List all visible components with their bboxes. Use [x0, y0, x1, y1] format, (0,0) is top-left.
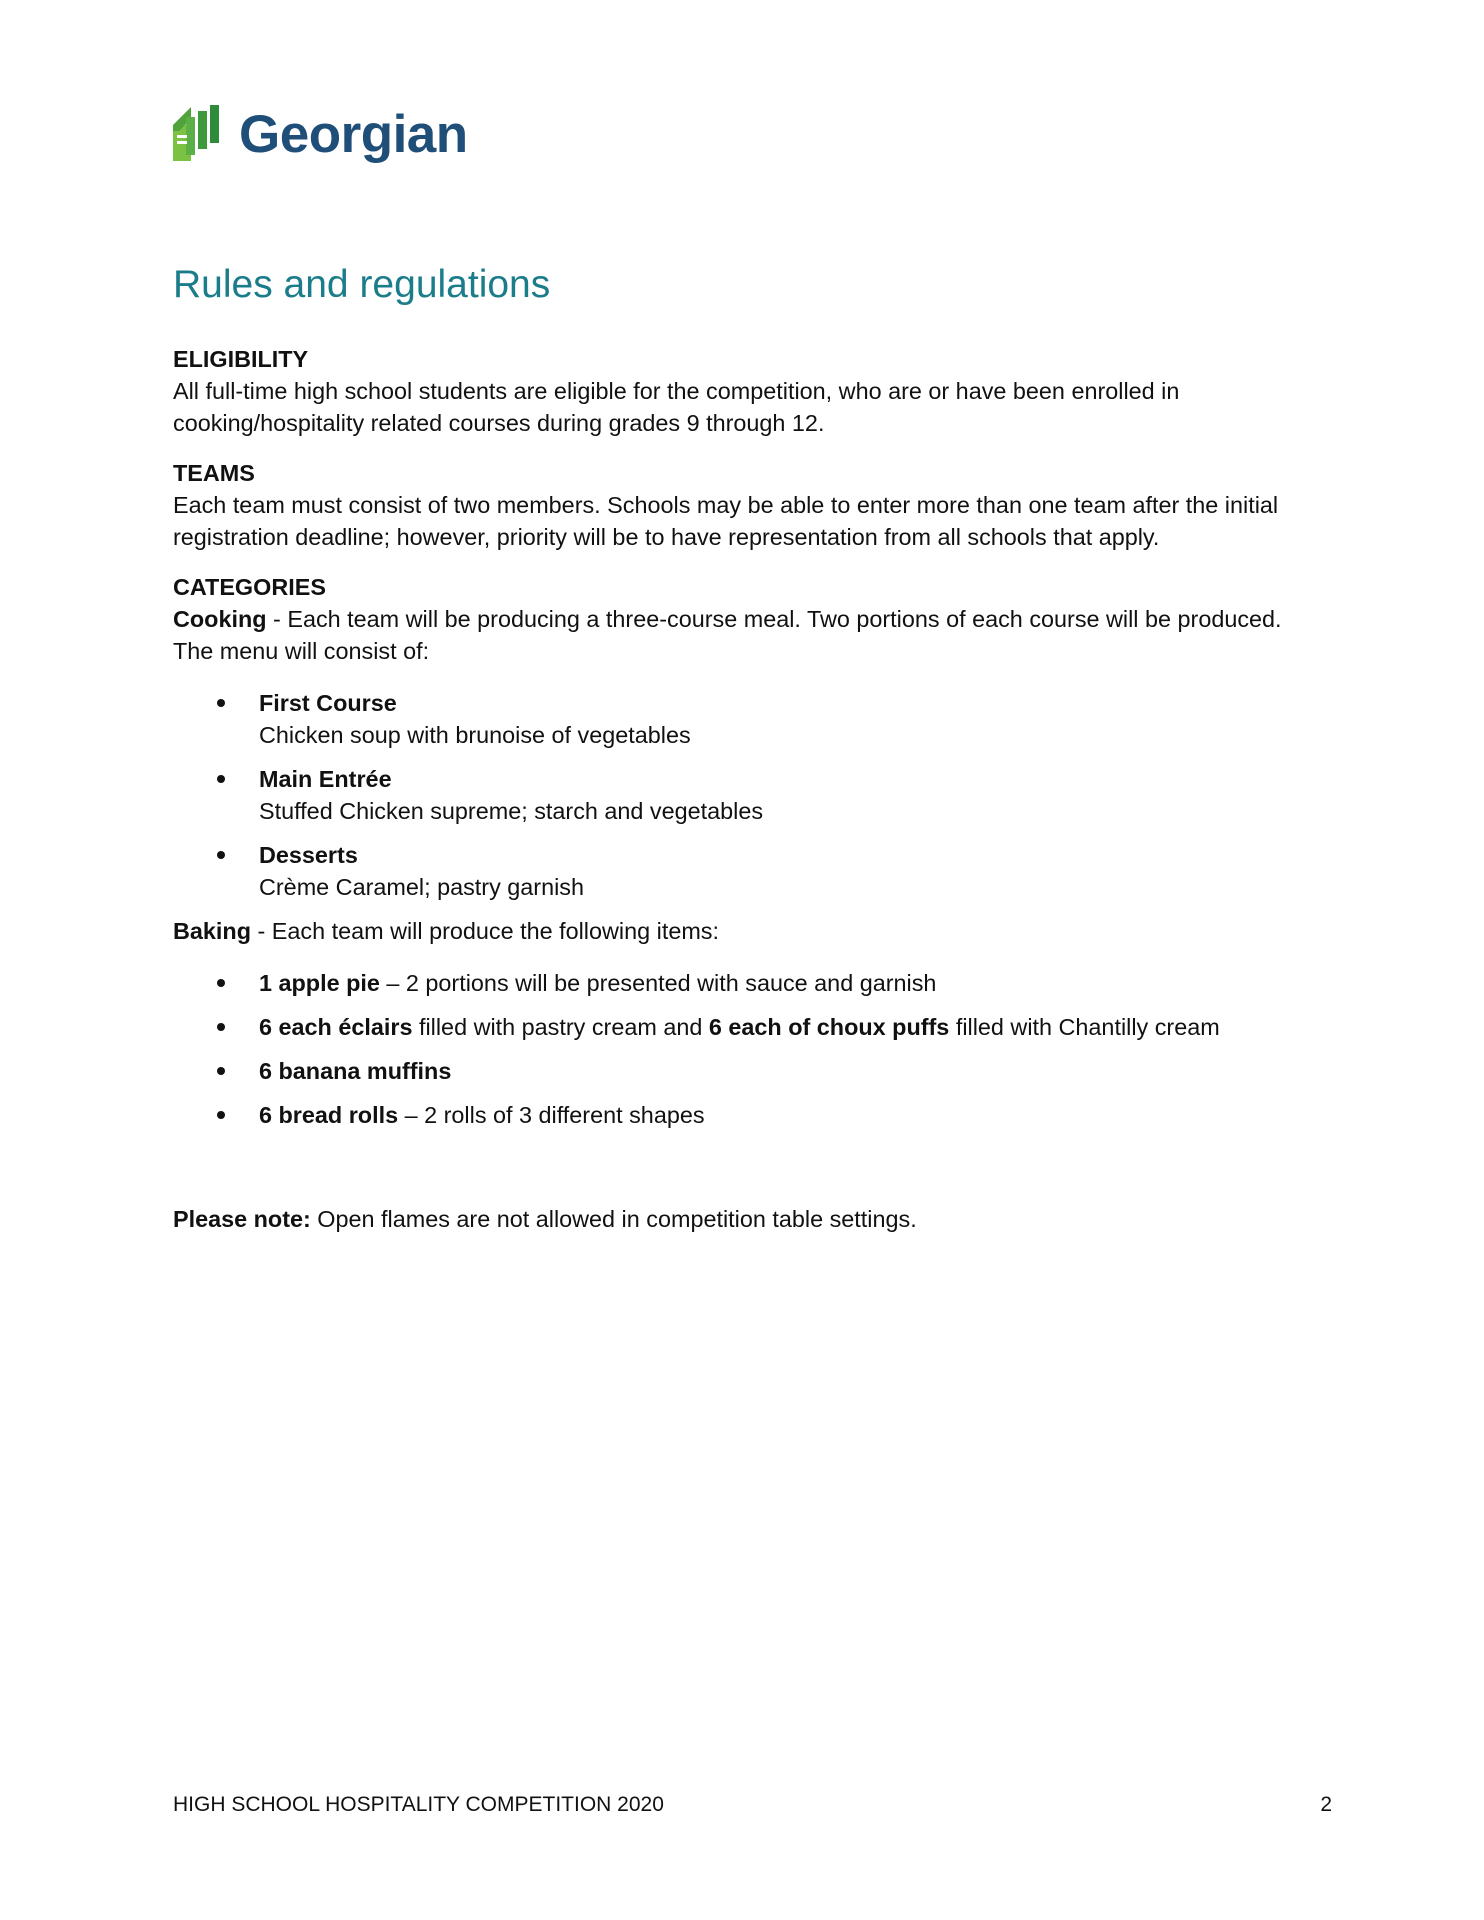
item-bold: 6 banana muffins — [259, 1058, 452, 1084]
please-note — [173, 1203, 1323, 1235]
cooking-course-list — [173, 687, 1323, 903]
list-item — [173, 687, 1323, 751]
bullet-icon — [217, 851, 225, 859]
categories-title: CATEGORIES — [173, 574, 326, 600]
georgian-logo-mark-icon — [173, 105, 231, 163]
list-item — [173, 967, 1323, 999]
page-heading: Rules and regulations — [173, 263, 551, 306]
item-bold: 6 each of choux puffs — [708, 1014, 950, 1040]
bullet-icon — [217, 1067, 225, 1075]
course-description: Stuffed Chicken supreme; starch and vegetables — [259, 798, 764, 824]
teams-text: Each team must consist of two members. Schools may be able to enter more than one team after the initial registration deadline; however, priority will be to have representation from all schools that apply. — [173, 492, 1279, 550]
item-text: filled with pastry cream and — [412, 1014, 709, 1040]
course-name: Main Entrée — [259, 766, 392, 792]
bullet-icon — [217, 699, 225, 707]
course-name: First Course — [259, 690, 397, 716]
course-description: Chicken soup with brunoise of vegetables — [259, 722, 691, 748]
course-description: Crème Caramel; pastry garnish — [259, 874, 584, 900]
cooking-paragraph — [173, 603, 1323, 667]
item-bold: 6 each éclairs — [259, 1014, 413, 1040]
baking-item-list — [173, 967, 1323, 1131]
bullet-icon — [217, 979, 225, 987]
bullet-icon — [217, 1111, 225, 1119]
teams-title: TEAMS — [173, 460, 255, 486]
item-text: – 2 portions will be presented with sauce and garnish — [379, 970, 937, 996]
eligibility-text: All full-time high school students are eligible for the competition, who are or have been enrolled in cooking/hospitality related courses during grades 9 through 12. — [173, 378, 1180, 436]
cooking-label: Cooking — [173, 606, 267, 632]
list-item — [173, 1011, 1323, 1043]
bullet-icon — [217, 1023, 225, 1031]
note-label: Please note: — [173, 1206, 311, 1232]
georgian-logo — [173, 105, 468, 163]
baking-label: Baking — [173, 918, 251, 944]
footer-title: HIGH SCHOOL HOSPITALITY COMPETITION 2020 — [173, 1793, 664, 1816]
list-item — [173, 839, 1323, 903]
cooking-text: - Each team will be producing a three-course meal. Two portions of each course will be produced. The menu will consist of: — [173, 606, 1282, 664]
page-number: 2 — [1320, 1793, 1332, 1816]
logo-wordmark: Georgian — [239, 104, 468, 164]
course-name: Desserts — [259, 842, 358, 868]
list-item — [173, 1099, 1323, 1131]
list-item — [173, 1055, 1323, 1087]
document-body — [173, 343, 1323, 1235]
page-footer — [173, 1793, 1332, 1817]
item-text: filled with Chantilly cream — [949, 1014, 1220, 1040]
eligibility-title: ELIGIBILITY — [173, 346, 309, 372]
note-text: Open flames are not allowed in competition table settings. — [310, 1206, 917, 1232]
item-bold: 1 apple pie — [259, 970, 380, 996]
list-item — [173, 763, 1323, 827]
baking-paragraph — [173, 915, 1323, 947]
baking-text: - Each team will produce the following items: — [250, 918, 720, 944]
item-text: – 2 rolls of 3 different shapes — [398, 1102, 705, 1128]
bullet-icon — [217, 775, 225, 783]
item-bold: 6 bread rolls — [259, 1102, 399, 1128]
